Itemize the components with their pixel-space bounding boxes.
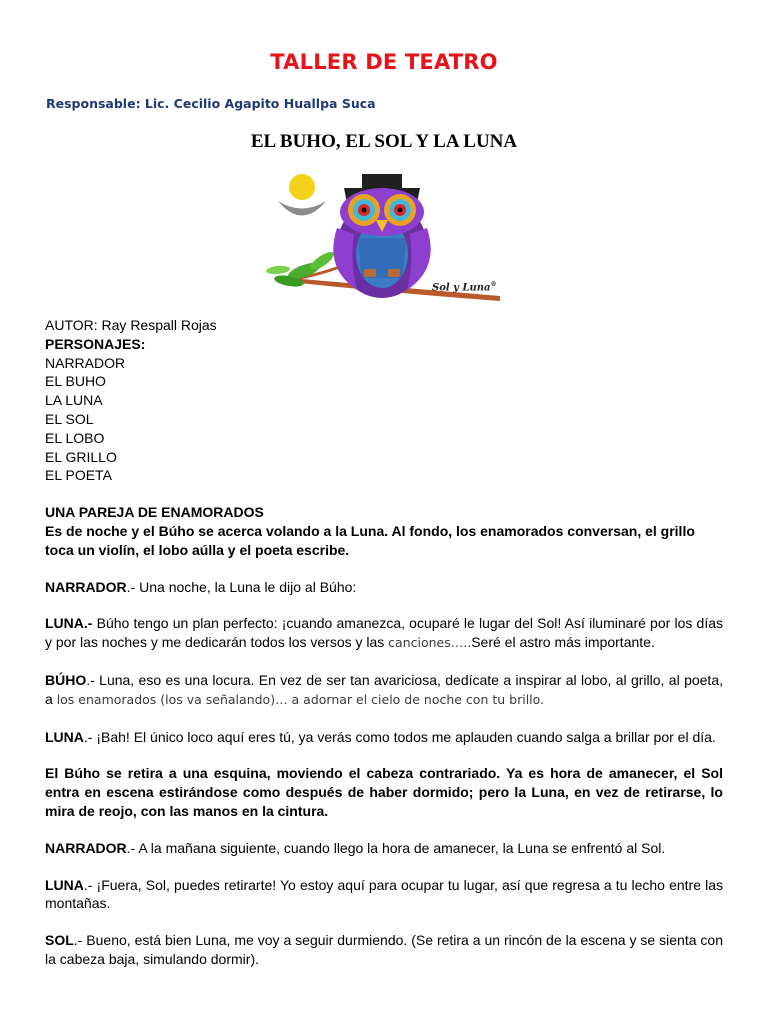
dialogue-sol-1: SOL.- Bueno, está bien Luna, me voy a seguir durmiendo. (Se retira a un rincón de la escena y se sienta con la cabeza baja, simulando dormir). [45,932,723,967]
dialogue-luna-3: LUNA.- ¡Fuera, Sol, puedes retirarte! Yo estoy aquí para ocupar tu lugar, así que regresa a tu lecho entre las montañas. [45,876,723,912]
scene-stage-direction: Es de noche y el Búho se acerca volando a la Luna. Al fondo, los enamorados conversan, el grillo toca un violín, el lobo aúlla y el poeta escribe. [45,522,695,558]
stage-direction-2: El Búho se retira a una esquina, moviendo el cabeza contrariado. Ya es hora de amanecer, el Sol entra en escena estirándose como después de haber dormido; pero la Luna, en vez de retirarse, lo mira de reojo, con las manos en la cintura. [45,765,723,819]
character-item: EL GRILLO [45,448,117,465]
workshop-title: TALLER DE TEATRO [270,50,498,74]
characters-heading: PERSONAJES: [45,335,146,352]
character-item: EL LOBO [45,429,105,446]
character-item: NARRADOR [45,354,126,371]
responsable-line: Responsable: Lic. Cecilio Agapito Huallpa Suca [46,96,376,111]
script-body [45,316,723,969]
dialogue-buho-1: BÚHO.- Luna, eso es una locura. En vez de ser tan avariciosa, dedícate a inspirar al lobo, al grillo, al poeta, a los enamorados (los va señalando)… a adornar el cielo de noche con tu brillo. [45,671,723,707]
character-item: EL BUHO [45,373,106,390]
scene-heading: UNA PAREJA DE ENAMORADOS [45,504,264,521]
dialogue-narrador-2: NARRADOR.- A la mañana siguiente, cuando llego la hora de amanecer, la Luna se enfrentó al Sol. [45,839,666,856]
play-title: EL BUHO, EL SOL Y LA LUNA [250,131,518,152]
character-item: EL POETA [45,467,112,484]
author-line: AUTOR: Ray Respall Rojas [45,317,217,333]
logo-signature: Sol y Luna® [432,281,497,294]
dialogue-luna-2: LUNA.- ¡Bah! El único loco aquí eres tú, ya verás como todos me aplauden cuando salga a brillar por el día. [45,728,716,745]
character-item: EL SOL [45,410,94,427]
dialogue-luna-1: LUNA.- Búho tengo un plan perfecto: ¡cuando amanezca, ocuparé le lugar del Sol! Así iluminaré por los días y por las noches y me dedicarán todos los versos y las canciones…..Seré el astro más importante. [45,615,724,651]
dialogue-narrador-1: NARRADOR.- Una noche, la Luna le dijo al Búho: [45,578,357,595]
character-item: LA LUNA [45,392,103,409]
